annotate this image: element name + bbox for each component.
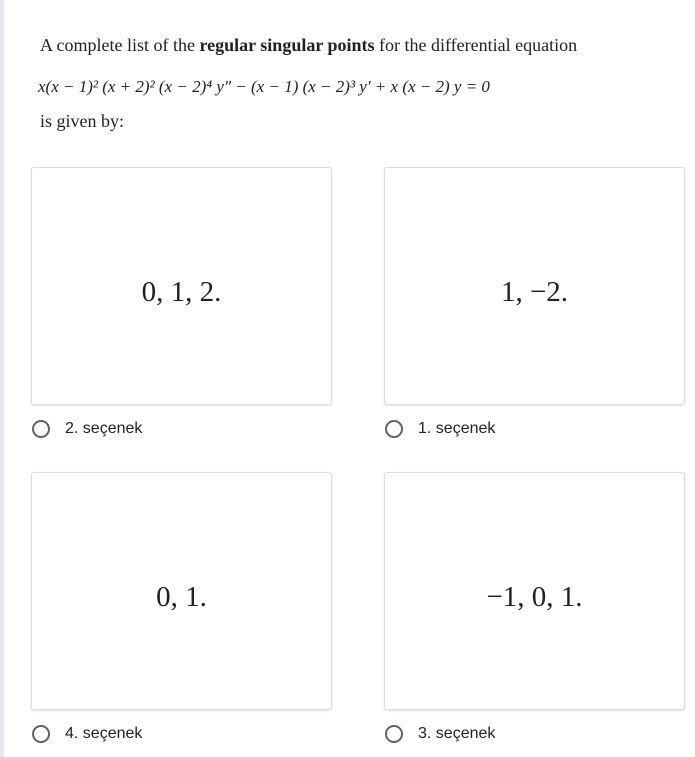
option-value: 0, 1.: [156, 580, 207, 613]
option-card-2[interactable]: [31, 167, 332, 405]
option-value: 1, −2.: [500, 275, 569, 308]
option-label: 3. seçenek: [418, 725, 496, 742]
page-left-border: [0, 0, 4, 757]
option-label: 4. seçenek: [65, 725, 143, 742]
option-label: 2. seçenek: [65, 420, 143, 437]
question-intro: [40, 30, 690, 60]
option-4-radio-row[interactable]: [32, 722, 142, 746]
option-card-4[interactable]: [31, 472, 332, 710]
question-tail: is given by:: [40, 111, 124, 131]
radio-button[interactable]: [385, 420, 403, 438]
radio-button[interactable]: [385, 725, 403, 743]
question-text: [40, 30, 690, 136]
option-card-1[interactable]: [384, 167, 685, 405]
option-2-radio-row[interactable]: [32, 417, 142, 441]
radio-button[interactable]: [32, 420, 50, 438]
differential-equation: [38, 72, 690, 102]
option-label: 1. seçenek: [418, 420, 496, 437]
radio-button[interactable]: [32, 725, 50, 743]
question-intro-suffix: for the differential equation: [374, 35, 578, 55]
equation-text: x(x − 1)² (x + 2)² (x − 2)⁴ y″ − (x − 1) (x − 2)³ y′ + x (x − 2) y = 0: [38, 77, 490, 96]
question-intro-prefix: A complete list of the: [40, 35, 200, 55]
option-card-3[interactable]: [384, 472, 685, 710]
question-intro-bold: regular singular points: [199, 35, 375, 55]
option-1-radio-row[interactable]: [385, 417, 495, 441]
option-value: 0, 1, 2.: [141, 275, 222, 308]
option-3-radio-row[interactable]: [385, 722, 495, 746]
option-value: −1, 0, 1.: [486, 580, 583, 613]
